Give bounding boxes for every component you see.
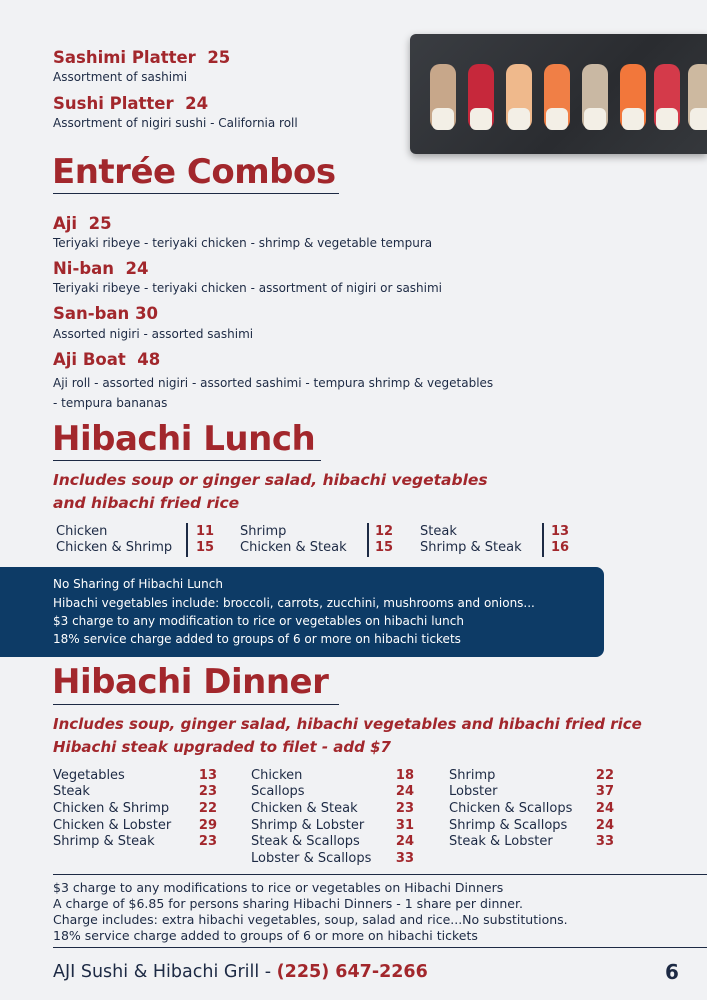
lunch-item-name: Steak: [420, 524, 457, 539]
sashimi-platter-title: Sashimi Platter 25: [53, 48, 231, 67]
lunch-item-name: Chicken: [56, 524, 108, 539]
dinner-item-name: Chicken & Shrimp: [53, 801, 170, 816]
entree-item-aji: Aji 25: [53, 214, 112, 233]
column-divider: [186, 523, 188, 557]
dinner-item-name: Shrimp: [449, 768, 496, 783]
entree-item-desc-cont: - tempura bananas: [53, 396, 168, 410]
notes-top-rule: [53, 874, 707, 875]
lunch-item-price: 11: [196, 524, 215, 539]
dinner-item-price: 22: [595, 768, 614, 783]
hibachi-lunch-heading: Hibachi Lunch: [52, 419, 316, 459]
dinner-item-price: 31: [395, 818, 414, 833]
sushi-piece: [506, 64, 532, 130]
sushi-piece: [544, 64, 570, 130]
lunch-item-price: 12: [375, 524, 394, 539]
dinner-item-price: 23: [198, 784, 217, 799]
dinner-item-price: 23: [395, 801, 414, 816]
dinner-note: A charge of $6.85 for persons sharing Hibachi Dinners - 1 share per dinner.: [53, 896, 523, 911]
dinner-item-name: Vegetables: [53, 768, 125, 783]
dinner-subtitle: Includes soup, ginger salad, hibachi vegetables and hibachi fried rice: [53, 715, 642, 733]
lunch-item-price: 16: [551, 540, 570, 555]
heading-underline: [53, 704, 339, 705]
entree-combos-heading: Entrée Combos: [52, 152, 336, 192]
dinner-item-price: 29: [198, 818, 217, 833]
page-number: 6: [665, 960, 679, 984]
entree-item-desc: Assorted nigiri - assorted sashimi: [53, 327, 254, 341]
sushi-piece: [654, 64, 680, 130]
dinner-note: $3 charge to any modifications to rice or vegetables on Hibachi Dinners: [53, 880, 504, 895]
dinner-item-price: 13: [198, 768, 217, 783]
sushi-piece: [468, 64, 494, 130]
lunch-item-name: Chicken & Shrimp: [56, 540, 173, 555]
dinner-item-name: Chicken: [251, 768, 303, 783]
dinner-item-name: Shrimp & Steak: [53, 834, 155, 849]
hibachi-dinner-heading: Hibachi Dinner: [52, 662, 329, 702]
dinner-item-name: Steak: [53, 784, 90, 799]
lunch-note: $3 charge to any modification to rice or vegetables on hibachi lunch: [53, 614, 464, 628]
lunch-subtitle: Includes soup or ginger salad, hibachi vegetables: [53, 471, 488, 489]
column-divider: [542, 523, 544, 557]
lunch-note: Hibachi vegetables include: broccoli, carrots, zucchini, mushrooms and onions...: [53, 596, 535, 610]
dinner-item-price: 33: [395, 851, 414, 866]
lunch-note: No Sharing of Hibachi Lunch: [53, 577, 223, 591]
lunch-item-name: Shrimp: [240, 524, 287, 539]
dinner-item-price: 18: [395, 768, 414, 783]
dinner-item-name: Steak & Lobster: [449, 834, 553, 849]
lunch-item-price: 13: [551, 524, 570, 539]
dinner-item-name: Scallops: [251, 784, 305, 799]
dinner-note: 18% service charge added to groups of 6 or more on hibachi tickets: [53, 928, 478, 943]
dinner-item-name: Chicken & Steak: [251, 801, 358, 816]
heading-underline: [53, 193, 339, 194]
entree-item-desc: Teriyaki ribeye - teriyaki chicken - assortment of nigiri or sashimi: [53, 281, 443, 295]
restaurant-name: AJI Sushi & Hibachi Grill -: [53, 962, 277, 982]
dinner-item-price: 24: [595, 801, 614, 816]
entree-item-aji-boat: Aji Boat 48: [53, 350, 161, 369]
entree-item-ni-ban: Ni-ban 24: [53, 259, 149, 278]
dinner-item-price: 22: [198, 801, 217, 816]
lunch-item-name: Chicken & Steak: [240, 540, 347, 555]
dinner-item-name: Steak & Scallops: [251, 834, 360, 849]
sushi-platter-desc: Assortment of nigiri sushi - California roll: [53, 116, 298, 130]
dinner-item-name: Lobster & Scallops: [251, 851, 372, 866]
sushi-platter-title: Sushi Platter 24: [53, 94, 209, 113]
heading-underline: [53, 460, 321, 461]
notes-bottom-rule: [53, 947, 707, 948]
sashimi-platter-desc: Assortment of sashimi: [53, 70, 188, 84]
dinner-item-name: Chicken & Lobster: [53, 818, 172, 833]
dinner-item-price: 33: [595, 834, 614, 849]
lunch-item-price: 15: [375, 540, 394, 555]
lunch-subtitle-cont: and hibachi fried rice: [53, 494, 240, 512]
dinner-item-price: 23: [198, 834, 217, 849]
dinner-item-price: 24: [395, 834, 414, 849]
phone-number[interactable]: (225) 647-2266: [276, 962, 428, 982]
sushi-piece: [430, 64, 456, 130]
column-divider: [367, 523, 369, 557]
dinner-item-price: 24: [395, 784, 414, 799]
lunch-item-price: 15: [196, 540, 215, 555]
sushi-piece: [688, 64, 707, 130]
lunch-notes-box: [0, 567, 604, 657]
sushi-piece: [582, 64, 608, 130]
sushi-piece: [620, 64, 646, 130]
lunch-item-name: Shrimp & Steak: [420, 540, 522, 555]
entree-item-san-ban: San-ban 30: [53, 304, 159, 323]
entree-item-desc: Teriyaki ribeye - teriyaki chicken - shrimp & vegetable tempura: [53, 236, 433, 250]
entree-item-desc: Aji roll - assorted nigiri - assorted sashimi - tempura shrimp & vegetables: [53, 376, 494, 390]
dinner-item-name: Shrimp & Scallops: [449, 818, 568, 833]
dinner-item-price: 24: [595, 818, 614, 833]
lunch-note: 18% service charge added to groups of 6 or more on hibachi tickets: [53, 632, 461, 646]
dinner-subtitle-cont: Hibachi steak upgraded to filet - add $7: [53, 738, 391, 756]
sushi-platter-image: [410, 34, 707, 154]
dinner-item-name: Lobster: [449, 784, 498, 799]
dinner-item-name: Chicken & Scallops: [449, 801, 573, 816]
footer-contact: [53, 962, 428, 982]
dinner-item-price: 37: [595, 784, 614, 799]
dinner-item-name: Shrimp & Lobster: [251, 818, 365, 833]
dinner-note: Charge includes: extra hibachi vegetables, soup, salad and rice...No substitutions.: [53, 912, 568, 927]
